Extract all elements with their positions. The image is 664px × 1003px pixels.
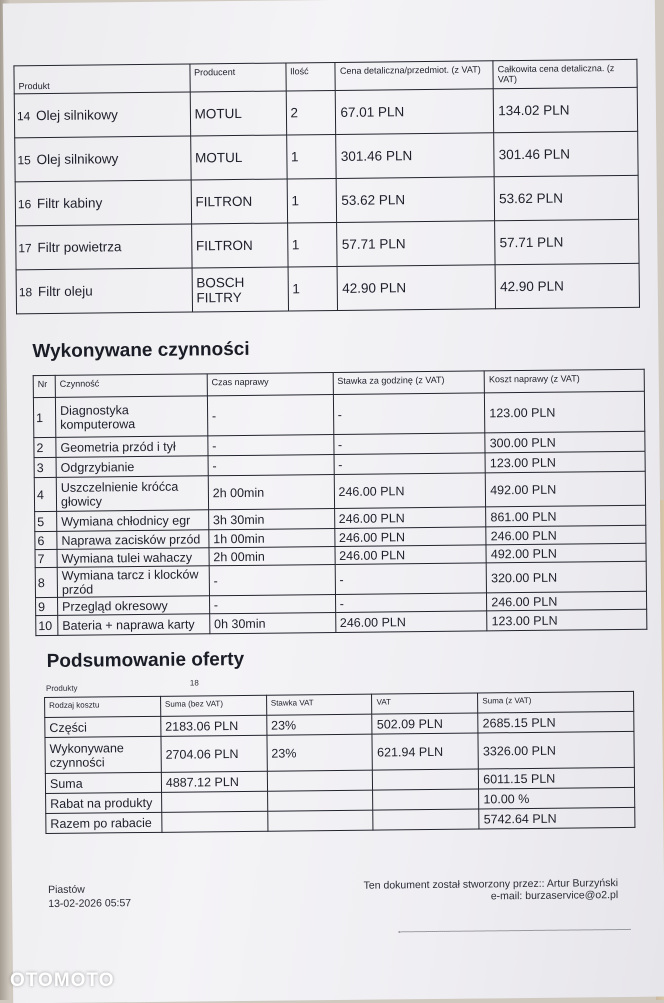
- operation-time: 2h 00min: [208, 475, 334, 510]
- operation-time: 1h 00min: [209, 528, 335, 547]
- footer-author: Ten dokument został stworzony przez:: Artur Burzyński: [363, 877, 619, 892]
- summary-table: [44, 691, 635, 834]
- summary-vat: [373, 809, 479, 830]
- summary-vat: 621.94 PLN: [372, 733, 478, 770]
- header-label: Koszt naprawy (z VAT): [488, 373, 580, 385]
- summary-vat: [373, 769, 479, 790]
- operation-cost: 123.00 PLN: [487, 609, 647, 631]
- summary-type: Razem po rabacie: [46, 812, 162, 833]
- operation-cost: 492.00 PLN: [486, 543, 646, 563]
- parts-header-product: [14, 64, 190, 94]
- header-label: Czas naprawy: [211, 376, 269, 388]
- part-number: 17: [18, 241, 32, 256]
- header-label: Produkt: [18, 80, 50, 92]
- operation-rate: 246.00 PLN: [335, 611, 487, 633]
- part-total: 301.46 PLN: [494, 131, 638, 177]
- parts-name-cell: [16, 224, 192, 270]
- operation-time: 0h 30min: [209, 612, 335, 633]
- part-price: 57.71 PLN: [337, 221, 495, 267]
- operation-cost: 123.00 PLN: [485, 451, 645, 473]
- part-total: 53.62 PLN: [494, 175, 638, 221]
- operations-table: [33, 369, 648, 636]
- parts-name-cell: [14, 92, 190, 138]
- summary-rate: [267, 810, 373, 831]
- header-label: Suma (bez VAT): [164, 699, 224, 709]
- operation-time: -: [208, 435, 334, 456]
- summary-rate: [267, 770, 373, 791]
- operation-time: -: [207, 395, 333, 436]
- summary-net: 2183.06 PLN: [161, 715, 267, 736]
- parts-row: [14, 87, 637, 138]
- parts-name-cell: [15, 180, 191, 226]
- summary-body: [45, 711, 635, 833]
- operation-row: [33, 391, 644, 437]
- operation-cost: 246.00 PLN: [486, 525, 646, 545]
- header-label: Nr: [37, 378, 48, 390]
- parts-row: [15, 131, 638, 182]
- part-qty: 1: [288, 266, 338, 311]
- part-total: 134.02 PLN: [493, 87, 637, 133]
- operation-number: 7: [35, 549, 57, 567]
- summary-rate: 23%: [267, 734, 373, 771]
- summary-gross: 3326.00 PLN: [478, 731, 634, 769]
- operation-time: 2h 00min: [209, 546, 335, 565]
- operation-rate: 246.00 PLN: [334, 527, 486, 547]
- sum-header-type: [45, 696, 161, 717]
- header-label: Ilość: [289, 66, 309, 77]
- operation-name: Uszczelnienie króćca głowicy: [56, 476, 208, 512]
- summary-gross: 5742.64 PLN: [479, 807, 635, 829]
- operation-name: Wymiana chłodnicy egr: [57, 510, 209, 532]
- summary-vat: 502.09 PLN: [372, 713, 478, 734]
- operation-rate: -: [335, 593, 487, 613]
- header-label: Suma (z VAT): [482, 695, 532, 706]
- footer-date: 13-02-2026 05:57: [48, 897, 132, 911]
- header-label: Cena detaliczna/przedmiot. (z VAT): [339, 64, 481, 76]
- document-page: [3, 0, 664, 1003]
- footer-place: Piastów: [48, 883, 85, 897]
- parts-table: [13, 59, 640, 315]
- parts-header-producer: [190, 63, 286, 92]
- summary-row: [45, 731, 634, 773]
- summary-net: [162, 811, 268, 832]
- summary-type: Rabat na produkty: [46, 792, 162, 813]
- summary-rate: [267, 790, 373, 811]
- summary-title: Podsumowanie oferty: [46, 648, 245, 673]
- operations-body: [33, 391, 646, 635]
- sum-header-rate: [266, 694, 372, 715]
- parts-row: [16, 263, 639, 314]
- part-price: 42.90 PLN: [338, 265, 496, 311]
- part-producer: MOTUL: [190, 135, 286, 180]
- operation-number: 9: [36, 597, 58, 615]
- parts-header-total: [493, 59, 637, 89]
- parts-body: [14, 87, 639, 314]
- operation-time: 3h 30min: [208, 508, 334, 529]
- ops-header-nr: [33, 375, 55, 397]
- signature-line: [399, 929, 631, 932]
- part-price: 67.01 PLN: [336, 89, 494, 135]
- parts-header-qty: [285, 62, 335, 91]
- header-label: Rodzaj kosztu: [49, 700, 100, 710]
- part-qty: 2: [286, 90, 336, 135]
- part-number: 16: [17, 197, 32, 212]
- summary-gross: 10.00 %: [479, 787, 635, 809]
- parts-name-cell: [15, 136, 191, 182]
- part-qty: 1: [287, 178, 337, 223]
- header-label: VAT: [376, 697, 392, 707]
- operation-name: Odgrzybianie: [56, 456, 208, 478]
- operation-number: 4: [34, 477, 56, 511]
- operation-time: -: [208, 455, 334, 476]
- operation-time: -: [209, 594, 335, 613]
- summary-gross: 6011.15 PLN: [479, 767, 635, 789]
- operation-cost: 861.00 PLN: [486, 505, 646, 527]
- operations-title: Wykonywane czynności: [32, 338, 250, 363]
- summary-type: Części: [45, 716, 161, 737]
- operation-name: Diagnostyka komputerowa: [55, 396, 207, 438]
- operation-rate: -: [333, 393, 485, 435]
- summary-rate: 23%: [266, 714, 372, 735]
- summary-type: Suma: [45, 772, 161, 793]
- operation-cost: 492.00 PLN: [485, 471, 645, 507]
- operation-rate: -: [335, 563, 487, 595]
- sum-header-vat: [372, 693, 478, 714]
- footer-email: e-mail: burzaservice@o2.pl: [490, 889, 619, 903]
- part-total: 42.90 PLN: [495, 263, 639, 309]
- parts-header-price: [335, 61, 493, 91]
- part-name: Filtr kabiny: [36, 195, 103, 212]
- part-producer: FILTRON: [191, 223, 287, 268]
- part-price: 301.46 PLN: [336, 133, 494, 179]
- part-producer: BOSCH FILTRY: [192, 267, 288, 312]
- part-number: 18: [18, 285, 33, 300]
- operation-rate: 246.00 PLN: [334, 473, 486, 509]
- operation-rate: -: [333, 433, 485, 455]
- summary-net: [161, 791, 267, 812]
- operation-rate: 246.00 PLN: [335, 545, 487, 565]
- operation-time: -: [209, 564, 335, 595]
- products-count: 18: [189, 678, 199, 688]
- summary-vat: [373, 789, 479, 810]
- operation-cost: 246.00 PLN: [487, 591, 647, 611]
- sum-header-net: [160, 695, 266, 716]
- summary-type: Wykonywane czynności: [45, 736, 161, 773]
- operation-cost: 300.00 PLN: [485, 431, 645, 453]
- operation-name: Bateria + naprawa karty: [58, 614, 210, 636]
- operation-name: Wymiana tarcz i klocków przód: [57, 566, 209, 598]
- part-name: Olej silnikowy: [36, 151, 119, 168]
- part-qty: 1: [286, 134, 336, 179]
- ops-header-cost: [484, 369, 644, 393]
- operation-number: 6: [35, 531, 57, 549]
- header-label: Czynność: [59, 378, 100, 389]
- operation-number: 2: [34, 437, 56, 457]
- summary-gross: 2685.15 PLN: [478, 711, 634, 733]
- summary-net: 2704.06 PLN: [161, 735, 267, 772]
- operation-number: 3: [34, 457, 56, 477]
- operation-number: 8: [35, 567, 57, 597]
- operation-cost: 123.00 PLN: [485, 391, 645, 433]
- parts-name-cell: [16, 268, 192, 314]
- part-producer: MOTUL: [190, 91, 286, 136]
- part-name: Filtr powietrza: [37, 239, 122, 256]
- sum-header-gross: [478, 691, 634, 713]
- part-producer: FILTRON: [191, 179, 287, 224]
- operation-rate: -: [334, 453, 486, 475]
- parts-row: [16, 219, 639, 270]
- header-label: Całkowita cena detaliczna. (z VAT): [497, 63, 615, 85]
- operation-number: 10: [36, 615, 58, 635]
- part-number: 14: [16, 109, 31, 124]
- ops-header-time: [207, 373, 333, 396]
- operation-cost: 320.00 PLN: [486, 561, 646, 593]
- operation-name: Wymiana tulei wahaczy: [57, 548, 209, 568]
- products-label: Produkty: [45, 683, 78, 694]
- operation-rate: 246.00 PLN: [334, 507, 486, 529]
- ops-header-rate: [333, 371, 485, 395]
- parts-row: [15, 175, 638, 226]
- operation-name: Przegląd okresowy: [57, 596, 209, 616]
- part-name: Olej silnikowy: [36, 107, 118, 124]
- operation-number: 5: [35, 511, 57, 531]
- part-total: 57.71 PLN: [495, 219, 639, 265]
- ops-header-name: [55, 374, 207, 398]
- operation-number: 1: [33, 397, 55, 437]
- otomoto-watermark: OTOMOTO: [10, 970, 115, 991]
- part-qty: 1: [287, 222, 337, 267]
- operation-name: Geometria przód i tył: [56, 436, 208, 458]
- summary-net: 4887.12 PLN: [161, 771, 267, 792]
- part-price: 53.62 PLN: [337, 177, 495, 223]
- part-number: 15: [17, 153, 31, 168]
- part-name: Filtr oleju: [37, 283, 93, 300]
- header-label: Stawka VAT: [270, 698, 314, 708]
- header-label: Stawka za godzinę (z VAT): [337, 374, 445, 386]
- operation-name: Naprawa zacisków przód: [57, 530, 209, 550]
- header-label: Producent: [194, 67, 236, 78]
